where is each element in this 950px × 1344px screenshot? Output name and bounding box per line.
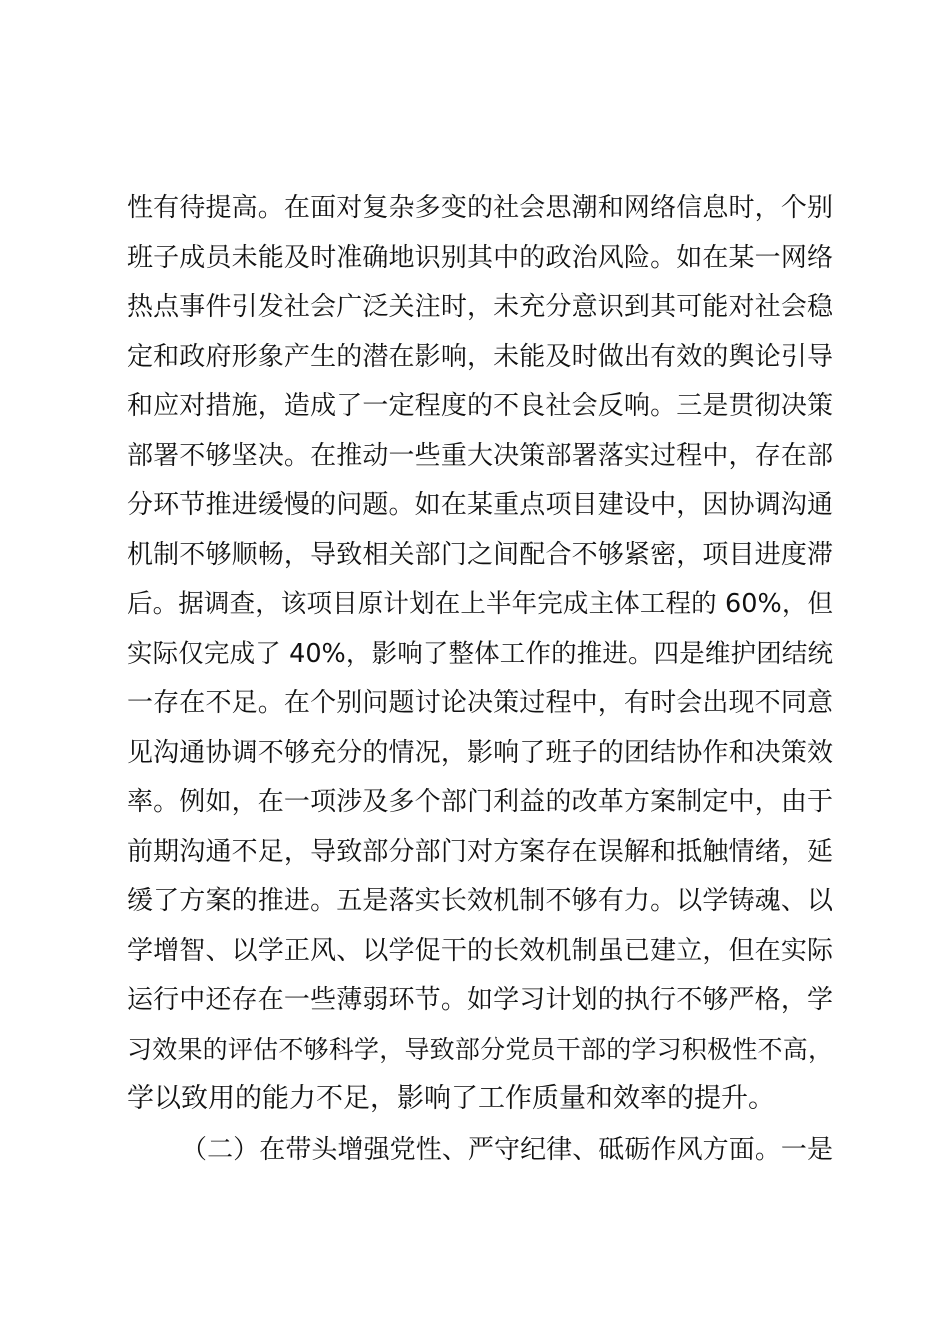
paragraph-line: 性有待提高。在面对复杂多变的社会思潮和网络信息时，个别	[127, 193, 833, 223]
paragraph-line: 率。例如，在一项涉及多个部门利益的改革方案制定中，由于	[127, 787, 833, 817]
paragraph-line: 定和政府形象产生的潜在影响，未能及时做出有效的舆论引导	[127, 342, 833, 372]
paragraph-line: 后。据调查，该项目原计划在上半年完成主体工程的 60%，但	[127, 589, 833, 619]
paragraph-line: 和应对措施，造成了一定程度的不良社会反响。三是贯彻决策	[127, 391, 833, 421]
paragraph-line: 热点事件引发社会广泛关注时，未充分意识到其可能对社会稳	[127, 292, 833, 322]
paragraph-line: 机制不够顺畅，导致相关部门之间配合不够紧密，项目进度滞	[127, 540, 833, 570]
paragraph-line: 实际仅完成了 40%，影响了整体工作的推进。四是维护团结统	[127, 639, 833, 669]
paragraph-line: 一存在不足。在个别问题讨论决策过程中，有时会出现不同意	[127, 688, 833, 718]
paragraph-line: 见沟通协调不够充分的情况，影响了班子的团结协作和决策效	[127, 738, 833, 768]
paragraph-line: 缓了方案的推进。五是落实长效机制不够有力。以学铸魂、以	[127, 886, 833, 916]
paragraph-line: 运行中还存在一些薄弱环节。如学习计划的执行不够严格，学	[127, 985, 833, 1015]
section-heading-line: （二）在带头增强党性、严守纪律、砥砺作风方面。一是	[181, 1135, 833, 1165]
paragraph-line: 前期沟通不足，导致部分部门对方案存在误解和抵触情绪，延	[127, 837, 833, 867]
paragraph-line: 习效果的评估不够科学，导致部分党员干部的学习积极性不高，	[127, 1035, 833, 1064]
paragraph-last-line: 学以致用的能力不足，影响了工作质量和效率的提升。	[127, 1083, 775, 1114]
paragraph-line: 分环节推进缓慢的问题。如在某重点项目建设中，因协调沟通	[127, 490, 833, 520]
paragraph-line: 学增智、以学正风、以学促干的长效机制虽已建立，但在实际	[127, 936, 833, 966]
paragraph-line: 部署不够坚决。在推动一些重大决策部署落实过程中，存在部	[127, 441, 833, 471]
paragraph-line: 班子成员未能及时准确地识别其中的政治风险。如在某一网络	[127, 243, 833, 273]
